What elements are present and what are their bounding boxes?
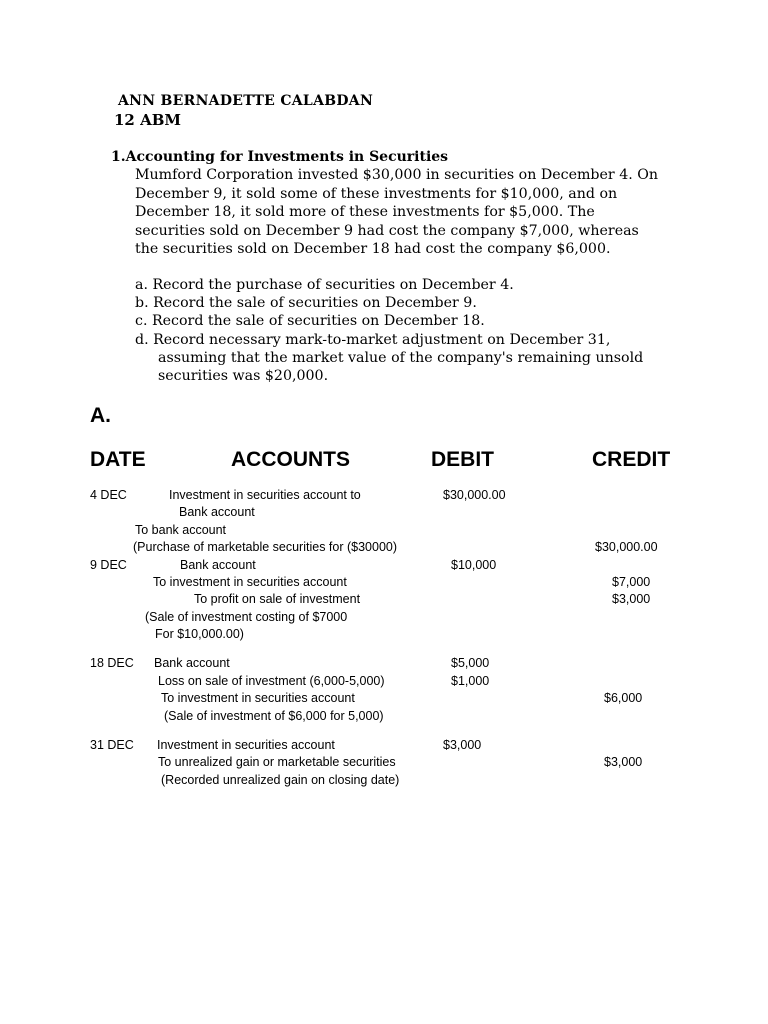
entry-memo: (Sale of investment costing of $7000 [145, 610, 348, 624]
entry-credit: $3,000 [612, 592, 651, 606]
entry-date: 18 DEC [90, 656, 134, 670]
task-item: a. Record the purchase of securities on December 4. [135, 277, 514, 293]
column-header-credit: CREDIT [592, 448, 671, 471]
problem-line: December 9, it sold some of these investments for $10,000, and on [135, 185, 618, 202]
task-list [135, 276, 643, 385]
task-item: d. Record necessary mark-to-market adjustment on December 31, [135, 331, 611, 348]
task-item: c. Record the sale of securities on December 18. [135, 313, 485, 330]
task-item: b. Record the sale of securities on December 9. [135, 295, 477, 312]
entry-debit: $30,000.00 [443, 488, 506, 502]
problem-paragraph [135, 166, 658, 259]
entry-account-line: Investment in securities account [157, 738, 335, 752]
entry-credit: $7,000 [612, 575, 651, 589]
entry-account-line: Investment in securities account to [169, 488, 361, 502]
entry-account-line: To profit on sale of investment [194, 592, 361, 606]
entry-date: 9 DEC [90, 558, 127, 572]
entry-debit: $3,000 [443, 738, 482, 752]
entry-date: 4 DEC [90, 488, 127, 502]
student-grade: 12 ABM [114, 111, 182, 129]
entry-memo: For $10,000.00) [155, 627, 244, 641]
entry-date: 31 DEC [90, 738, 134, 752]
entry-memo: (Purchase of marketable securities for ($30000) [133, 540, 398, 554]
student-name: ANN BERNADETTE CALABDAN [118, 93, 374, 109]
entry-memo: (Sale of investment of $6,000 for 5,000) [164, 709, 384, 723]
entry-credit: $6,000 [604, 691, 643, 705]
entry-account-line: To investment in securities account [153, 575, 347, 589]
task-item-continuation: assuming that the market value of the company's remaining unsold [158, 349, 644, 366]
part-label: A. [90, 404, 111, 427]
entry-debit: $5,000 [451, 656, 490, 670]
entry-debit: $1,000 [451, 674, 490, 688]
entry-memo: (Recorded unrealized gain on closing date) [161, 773, 400, 787]
entry-account-line: To unrealized gain or marketable securities [158, 755, 396, 769]
problem-line: Mumford Corporation invested $30,000 in securities on December 4. On [135, 167, 659, 183]
entry-account-line: Bank account [179, 505, 255, 519]
column-header-accounts: ACCOUNTS [231, 448, 350, 471]
problem-title: 1.Accounting for Investments in Securities [111, 149, 449, 165]
entry-account-line: Loss on sale of investment (6,000-5,000) [158, 674, 385, 688]
column-header-debit: DEBIT [431, 448, 494, 471]
entry-account-line: Bank account [154, 656, 230, 670]
entry-credit: $3,000 [604, 755, 643, 769]
problem-line: December 18, it sold more of these investments for $5,000. The [135, 204, 595, 220]
task-item-continuation: securities was $20,000. [158, 368, 329, 385]
entry-account-line: Bank account [180, 558, 256, 572]
entry-account-line: To investment in securities account [161, 691, 355, 705]
entry-debit: $10,000 [451, 558, 497, 572]
column-header-date: DATE [90, 448, 146, 471]
entry-account-line: To bank account [135, 523, 227, 537]
problem-line: securities sold on December 9 had cost the company $7,000, whereas [135, 222, 639, 239]
entry-credit: $30,000.00 [595, 540, 658, 554]
problem-line: the securities sold on December 18 had cost the company $6,000. [135, 241, 611, 257]
